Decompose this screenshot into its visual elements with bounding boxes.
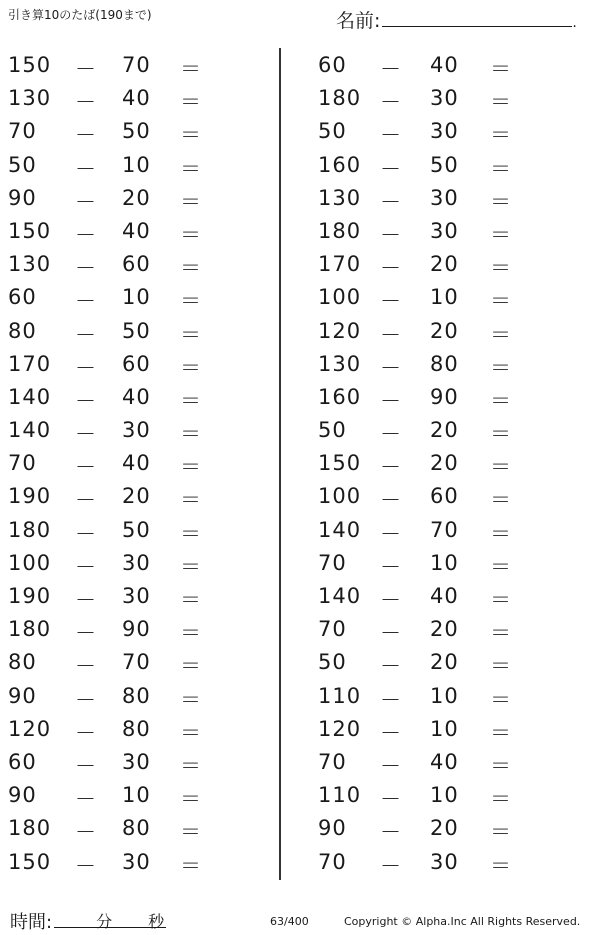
minus-sign: － (75, 256, 97, 281)
subtrahend: 90 (430, 384, 459, 409)
equals-sign: ＝ (490, 753, 512, 778)
minus-sign: － (380, 355, 402, 380)
subtrahend: 60 (122, 252, 151, 277)
problem-row (0, 413, 270, 446)
equals-sign: ＝ (490, 388, 512, 413)
minuend: 60 (8, 285, 37, 310)
minuend: 190 (8, 484, 52, 509)
problem-row (0, 81, 270, 114)
minus-sign: － (75, 588, 97, 612)
problem-row (0, 679, 270, 712)
minuend: 140 (8, 384, 52, 409)
problem-row (310, 280, 580, 313)
equals-sign: ＝ (490, 621, 512, 646)
name-dot: . (572, 15, 577, 31)
problem-row (310, 811, 580, 844)
subtrahend: 20 (430, 650, 459, 675)
problem-row (0, 811, 270, 844)
minuend: 180 (318, 218, 362, 243)
equals-sign: ＝ (180, 687, 202, 712)
left-problem-column (0, 48, 270, 878)
subtrahend: 40 (430, 584, 459, 608)
problem-row (0, 745, 270, 778)
problem-row (0, 347, 270, 380)
subtrahend: 20 (430, 816, 459, 841)
minus-sign: － (380, 621, 402, 646)
minuend: 70 (8, 119, 37, 144)
problem-row (0, 48, 270, 81)
minus-sign: － (380, 289, 402, 314)
subtrahend: 30 (430, 119, 459, 144)
minuend: 120 (318, 318, 362, 343)
subtrahend: 30 (430, 218, 459, 243)
subtrahend: 10 (430, 716, 459, 741)
minuend: 140 (318, 517, 362, 542)
subtrahend: 30 (430, 86, 459, 111)
problem-row (0, 513, 270, 546)
equals-sign: ＝ (180, 156, 202, 181)
equals-sign: ＝ (490, 687, 512, 712)
problem-row (310, 479, 580, 512)
minuend: 130 (318, 351, 362, 376)
minuend: 50 (8, 152, 37, 177)
equals-sign: ＝ (490, 853, 512, 878)
equals-sign: ＝ (490, 322, 512, 347)
equals-sign: ＝ (180, 720, 202, 745)
problem-row (310, 612, 580, 645)
problem-row (0, 612, 270, 645)
problem-row (0, 148, 270, 181)
minus-sign: － (380, 488, 402, 513)
problem-row (0, 114, 270, 147)
minuend: 180 (8, 617, 52, 642)
equals-sign: ＝ (180, 820, 202, 845)
time-input-line[interactable] (54, 907, 166, 931)
minus-sign: － (380, 521, 402, 546)
equals-sign: ＝ (490, 222, 512, 247)
problem-row (0, 314, 270, 347)
equals-sign: ＝ (180, 621, 202, 646)
problem-row (0, 380, 270, 413)
minus-sign: － (75, 289, 97, 314)
minuend: 50 (318, 418, 347, 443)
minuend: 70 (318, 617, 347, 642)
minus-sign: － (75, 753, 97, 778)
right-problem-column (310, 48, 580, 878)
subtrahend: 80 (122, 816, 151, 841)
problem-row (310, 48, 580, 81)
equals-sign: ＝ (180, 588, 202, 612)
problem-row (310, 645, 580, 678)
equals-sign: ＝ (490, 820, 512, 845)
equals-sign: ＝ (180, 554, 202, 579)
minutes-label: 分 (96, 912, 113, 931)
equals-sign: ＝ (490, 289, 512, 314)
minuend: 140 (8, 418, 52, 443)
equals-sign: ＝ (180, 256, 202, 281)
subtrahend: 30 (430, 185, 459, 210)
minuend: 130 (318, 185, 362, 210)
problem-row (310, 546, 580, 579)
subtrahend: 80 (122, 716, 151, 741)
equals-sign: ＝ (490, 156, 512, 181)
subtrahend: 30 (122, 584, 151, 608)
equals-sign: ＝ (490, 720, 512, 745)
minus-sign: － (75, 189, 97, 214)
minus-sign: － (380, 588, 402, 612)
minus-sign: － (380, 222, 402, 247)
equals-sign: ＝ (490, 787, 512, 812)
problem-row (0, 546, 270, 579)
minuend: 70 (318, 849, 347, 874)
minuend: 80 (8, 650, 37, 675)
equals-sign: ＝ (490, 189, 512, 214)
subtrahend: 70 (122, 53, 151, 77)
subtrahend: 20 (430, 451, 459, 476)
subtrahend: 90 (122, 617, 151, 642)
name-input-line[interactable] (382, 6, 572, 27)
subtrahend: 50 (122, 318, 151, 343)
equals-sign: ＝ (180, 222, 202, 247)
name-field-block (336, 6, 577, 33)
problem-row (0, 479, 270, 512)
problem-row (310, 81, 580, 114)
page-number: 63/400 (270, 915, 309, 928)
problem-row (0, 214, 270, 247)
minuend: 90 (8, 185, 37, 210)
minuend: 100 (8, 550, 52, 575)
subtrahend: 40 (430, 53, 459, 77)
minus-sign: － (380, 90, 402, 115)
subtrahend: 10 (122, 783, 151, 808)
minus-sign: － (75, 455, 97, 480)
problem-row (310, 745, 580, 778)
column-divider (279, 48, 281, 880)
equals-sign: ＝ (490, 57, 512, 81)
subtrahend: 70 (122, 650, 151, 675)
equals-sign: ＝ (180, 123, 202, 148)
minus-sign: － (380, 787, 402, 812)
problem-row (310, 778, 580, 811)
subtrahend: 40 (122, 218, 151, 243)
subtrahend: 10 (430, 683, 459, 708)
minuend: 110 (318, 783, 362, 808)
subtrahend: 60 (430, 484, 459, 509)
problem-row (0, 778, 270, 811)
subtrahend: 20 (122, 185, 151, 210)
subtrahend: 50 (430, 152, 459, 177)
minus-sign: － (75, 388, 97, 413)
minus-sign: － (75, 422, 97, 447)
minuend: 70 (8, 451, 37, 476)
minuend: 150 (8, 53, 52, 77)
equals-sign: ＝ (180, 654, 202, 679)
equals-sign: ＝ (490, 521, 512, 546)
subtrahend: 20 (430, 252, 459, 277)
subtrahend: 50 (122, 517, 151, 542)
minus-sign: － (75, 57, 97, 81)
equals-sign: ＝ (180, 853, 202, 878)
equals-sign: ＝ (490, 554, 512, 579)
minuend: 100 (318, 484, 362, 509)
problem-row (310, 347, 580, 380)
subtrahend: 30 (430, 849, 459, 874)
minuend: 180 (318, 86, 362, 111)
minuend: 130 (8, 252, 52, 277)
problem-row (0, 845, 270, 878)
problem-row (310, 579, 580, 612)
problem-row (0, 712, 270, 745)
subtrahend: 60 (122, 351, 151, 376)
minuend: 160 (318, 384, 362, 409)
subtrahend: 40 (430, 749, 459, 774)
page-title: 引き算10のたば(190まで) (8, 8, 152, 22)
minus-sign: － (380, 422, 402, 447)
subtrahend: 80 (122, 683, 151, 708)
problem-row (310, 845, 580, 878)
minus-sign: － (380, 57, 402, 81)
subtrahend: 10 (430, 783, 459, 808)
subtrahend: 20 (430, 318, 459, 343)
subtrahend: 10 (430, 285, 459, 310)
subtrahend: 50 (122, 119, 151, 144)
minuend: 70 (318, 749, 347, 774)
minus-sign: － (75, 123, 97, 148)
subtrahend: 30 (122, 418, 151, 443)
subtrahend: 30 (122, 849, 151, 874)
problem-row (310, 214, 580, 247)
minuend: 50 (318, 119, 347, 144)
minuend: 150 (318, 451, 362, 476)
minus-sign: － (380, 720, 402, 745)
equals-sign: ＝ (180, 57, 202, 81)
equals-sign: ＝ (490, 355, 512, 380)
minus-sign: － (380, 654, 402, 679)
minus-sign: － (75, 156, 97, 181)
problem-row (310, 513, 580, 546)
equals-sign: ＝ (180, 521, 202, 546)
equals-sign: ＝ (490, 90, 512, 115)
minuend: 80 (8, 318, 37, 343)
minus-sign: － (380, 455, 402, 480)
problem-row (0, 247, 270, 280)
seconds-label: 秒 (148, 912, 165, 931)
subtrahend: 20 (122, 484, 151, 509)
equals-sign: ＝ (180, 422, 202, 447)
problem-row (310, 679, 580, 712)
minus-sign: － (380, 123, 402, 148)
minus-sign: － (75, 853, 97, 878)
subtrahend: 40 (122, 384, 151, 409)
subtrahend: 80 (430, 351, 459, 376)
minus-sign: － (75, 222, 97, 247)
minus-sign: － (380, 687, 402, 712)
equals-sign: ＝ (490, 123, 512, 148)
minus-sign: － (75, 521, 97, 546)
problem-row (310, 114, 580, 147)
equals-sign: ＝ (180, 289, 202, 314)
minuend: 120 (318, 716, 362, 741)
subtrahend: 20 (430, 617, 459, 642)
problem-row (310, 181, 580, 214)
minuend: 60 (8, 749, 37, 774)
subtrahend: 40 (122, 86, 151, 111)
minus-sign: － (75, 90, 97, 115)
minuend: 140 (318, 584, 362, 608)
minuend: 180 (8, 816, 52, 841)
footer (8, 905, 593, 933)
minus-sign: － (75, 787, 97, 812)
minus-sign: － (75, 355, 97, 380)
subtrahend: 40 (122, 451, 151, 476)
equals-sign: ＝ (490, 588, 512, 612)
problem-row (310, 446, 580, 479)
time-label: 時間: (10, 912, 53, 933)
problem-row (310, 148, 580, 181)
minus-sign: － (380, 189, 402, 214)
minuend: 90 (8, 783, 37, 808)
minus-sign: － (75, 322, 97, 347)
minus-sign: － (380, 753, 402, 778)
minuend: 120 (8, 716, 52, 741)
equals-sign: ＝ (180, 322, 202, 347)
minus-sign: － (75, 820, 97, 845)
minus-sign: － (75, 554, 97, 579)
minuend: 170 (8, 351, 52, 376)
subtrahend: 10 (430, 550, 459, 575)
minus-sign: － (380, 322, 402, 347)
minuend: 70 (318, 550, 347, 575)
minus-sign: － (75, 621, 97, 646)
problem-row (0, 280, 270, 313)
equals-sign: ＝ (180, 189, 202, 214)
minuend: 100 (318, 285, 362, 310)
subtrahend: 10 (122, 152, 151, 177)
equals-sign: ＝ (180, 753, 202, 778)
subtrahend: 70 (430, 517, 459, 542)
minuend: 150 (8, 218, 52, 243)
minus-sign: － (75, 720, 97, 745)
subtrahend: 30 (122, 749, 151, 774)
problem-row (0, 446, 270, 479)
minuend: 90 (8, 683, 37, 708)
minuend: 50 (318, 650, 347, 675)
equals-sign: ＝ (180, 488, 202, 513)
minuend: 150 (8, 849, 52, 874)
equals-sign: ＝ (490, 256, 512, 281)
equals-sign: ＝ (180, 90, 202, 115)
problem-row (0, 645, 270, 678)
minus-sign: － (380, 820, 402, 845)
subtrahend: 30 (122, 550, 151, 575)
equals-sign: ＝ (490, 455, 512, 480)
problem-row (0, 181, 270, 214)
minus-sign: － (380, 156, 402, 181)
minuend: 90 (318, 816, 347, 841)
equals-sign: ＝ (180, 787, 202, 812)
minuend: 170 (318, 252, 362, 277)
subtrahend: 10 (122, 285, 151, 310)
minuend: 130 (8, 86, 52, 111)
equals-sign: ＝ (180, 455, 202, 480)
time-field-block (10, 907, 166, 934)
minuend: 110 (318, 683, 362, 708)
minus-sign: － (380, 388, 402, 413)
problem-row (310, 712, 580, 745)
equals-sign: ＝ (180, 388, 202, 413)
minuend: 190 (8, 584, 52, 608)
copyright-notice: Copyright © Alpha.Inc All Rights Reserved. (344, 915, 581, 928)
equals-sign: ＝ (180, 355, 202, 380)
equals-sign: ＝ (490, 488, 512, 513)
minus-sign: － (380, 853, 402, 878)
minuend: 60 (318, 53, 347, 77)
equals-sign: ＝ (490, 654, 512, 679)
minuend: 180 (8, 517, 52, 542)
subtrahend: 20 (430, 418, 459, 443)
minus-sign: － (75, 654, 97, 679)
problem-row (310, 413, 580, 446)
minus-sign: － (75, 488, 97, 513)
minus-sign: － (380, 256, 402, 281)
problem-row (310, 380, 580, 413)
minus-sign: － (75, 687, 97, 712)
problem-row (0, 579, 270, 612)
problem-row (310, 247, 580, 280)
problem-row (310, 314, 580, 347)
minus-sign: － (380, 554, 402, 579)
equals-sign: ＝ (490, 422, 512, 447)
name-label: 名前: (336, 10, 381, 32)
minuend: 160 (318, 152, 362, 177)
